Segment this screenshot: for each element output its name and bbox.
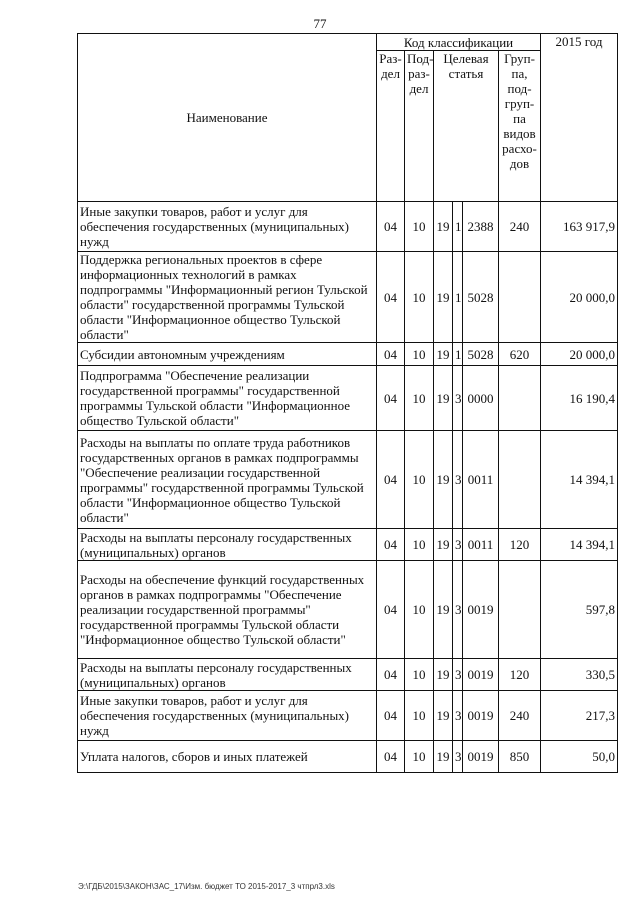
row-amount: 20 000,0 [541, 252, 618, 343]
row-target-subprogram: 3 [453, 659, 463, 691]
row-podrazdel: 10 [405, 252, 434, 343]
row-target-code: 0019 [463, 659, 499, 691]
row-target-subprogram: 1 [453, 343, 463, 366]
table-row [78, 202, 618, 252]
row-target-program: 19 [434, 659, 453, 691]
row-podrazdel: 10 [405, 431, 434, 529]
header-razdel: Раз- дел [377, 51, 405, 202]
row-razdel: 04 [377, 343, 405, 366]
row-podrazdel: 10 [405, 659, 434, 691]
table-row [78, 431, 618, 529]
page-number: 77 [313, 16, 327, 31]
row-expense-group [499, 561, 541, 659]
row-podrazdel: 10 [405, 691, 434, 741]
budget-table [77, 33, 618, 773]
table-row [78, 366, 618, 431]
row-podrazdel: 10 [405, 529, 434, 561]
row-amount: 50,0 [541, 741, 618, 773]
row-razdel: 04 [377, 252, 405, 343]
table-row [78, 252, 618, 343]
row-target-code: 2388 [463, 202, 499, 252]
row-target-program: 19 [434, 252, 453, 343]
row-name: Иные закупки товаров, работ и услуг для обеспечения государственных (муниципальных) нужд [78, 691, 377, 741]
row-target-code: 5028 [463, 252, 499, 343]
row-name: Расходы на выплаты персоналу государственных (муниципальных) органов [78, 529, 377, 561]
row-name: Расходы на обеспечение функций государственных органов в рамках подпрограммы "Обеспечение реализации государственной программы" государственной программы Тульской области "Информационное общество Тульской области" [78, 561, 377, 659]
row-target-program: 19 [434, 202, 453, 252]
row-podrazdel: 10 [405, 561, 434, 659]
row-target-subprogram: 3 [453, 691, 463, 741]
row-amount: 330,5 [541, 659, 618, 691]
row-target-program: 19 [434, 561, 453, 659]
row-target-subprogram: 3 [453, 529, 463, 561]
row-name: Подпрограмма "Обеспечение реализации государственной программы" государственной программы Тульской области "Информационное общество Тульской области" [78, 366, 377, 431]
row-name: Расходы на выплаты по оплате труда работников государственных органов в рамках подпрограммы "Обеспечение реализации государственной программы" государственной программы Тульской области "Информационное общество Тульской области" [78, 431, 377, 529]
row-expense-group: 850 [499, 741, 541, 773]
row-name: Поддержка региональных проектов в сфере информационных технологий в рамках подпрограммы "Информационный регион Тульской области" государственной программы Тульской области "Информационное общество Тульской области" [78, 252, 377, 343]
row-amount: 20 000,0 [541, 343, 618, 366]
table-header [78, 34, 618, 202]
table-row [78, 659, 618, 691]
row-target-program: 19 [434, 366, 453, 431]
row-podrazdel: 10 [405, 741, 434, 773]
row-podrazdel: 10 [405, 366, 434, 431]
row-expense-group [499, 431, 541, 529]
row-expense-group: 240 [499, 202, 541, 252]
row-target-subprogram: 1 [453, 202, 463, 252]
row-razdel: 04 [377, 561, 405, 659]
row-podrazdel: 10 [405, 202, 434, 252]
row-target-subprogram: 3 [453, 431, 463, 529]
row-amount: 16 190,4 [541, 366, 618, 431]
row-name: Уплата налогов, сборов и иных платежей [78, 741, 377, 773]
row-name: Иные закупки товаров, работ и услуг для обеспечения государственных (муниципальных) нужд [78, 202, 377, 252]
row-target-program: 19 [434, 741, 453, 773]
header-code-group: Код классификации [377, 34, 541, 51]
row-expense-group [499, 252, 541, 343]
header-target-article: Целевая статья [434, 51, 499, 202]
row-target-subprogram: 1 [453, 252, 463, 343]
row-target-code: 0019 [463, 561, 499, 659]
row-amount: 14 394,1 [541, 529, 618, 561]
row-target-program: 19 [434, 529, 453, 561]
row-target-program: 19 [434, 691, 453, 741]
table-row [78, 343, 618, 366]
row-amount: 14 394,1 [541, 431, 618, 529]
row-amount: 163 917,9 [541, 202, 618, 252]
header-name: Наименование [78, 34, 377, 202]
row-target-code: 5028 [463, 343, 499, 366]
row-target-subprogram: 3 [453, 561, 463, 659]
file-path-footer: Э:\ГДБ\2015\ЗАКОН\ЗАС_17\Изм. бюджет ТО 2015-2017_3 чтпрл3.xls [78, 882, 335, 891]
row-razdel: 04 [377, 431, 405, 529]
header-year: 2015 год [541, 34, 618, 202]
row-razdel: 04 [377, 691, 405, 741]
header-expense-group: Груп- па, под- груп- па видов расхо- дов [499, 51, 541, 202]
table-row [78, 691, 618, 741]
row-razdel: 04 [377, 529, 405, 561]
row-target-code: 0019 [463, 741, 499, 773]
row-expense-group: 120 [499, 529, 541, 561]
row-target-code: 0011 [463, 431, 499, 529]
header-podrazdel: Под- раз- дел [405, 51, 434, 202]
row-amount: 217,3 [541, 691, 618, 741]
row-name: Расходы на выплаты персоналу государственных (муниципальных) органов [78, 659, 377, 691]
row-amount: 597,8 [541, 561, 618, 659]
row-expense-group [499, 366, 541, 431]
row-name: Субсидии автономным учреждениям [78, 343, 377, 366]
row-target-program: 19 [434, 431, 453, 529]
table-row [78, 741, 618, 773]
table-body [78, 202, 618, 773]
row-razdel: 04 [377, 741, 405, 773]
table-row [78, 561, 618, 659]
row-target-code: 0019 [463, 691, 499, 741]
row-expense-group: 240 [499, 691, 541, 741]
table-row [78, 529, 618, 561]
row-target-subprogram: 3 [453, 366, 463, 431]
row-razdel: 04 [377, 659, 405, 691]
row-razdel: 04 [377, 202, 405, 252]
row-razdel: 04 [377, 366, 405, 431]
row-podrazdel: 10 [405, 343, 434, 366]
row-target-code: 0011 [463, 529, 499, 561]
row-target-program: 19 [434, 343, 453, 366]
row-expense-group: 620 [499, 343, 541, 366]
row-target-code: 0000 [463, 366, 499, 431]
row-expense-group: 120 [499, 659, 541, 691]
row-target-subprogram: 3 [453, 741, 463, 773]
